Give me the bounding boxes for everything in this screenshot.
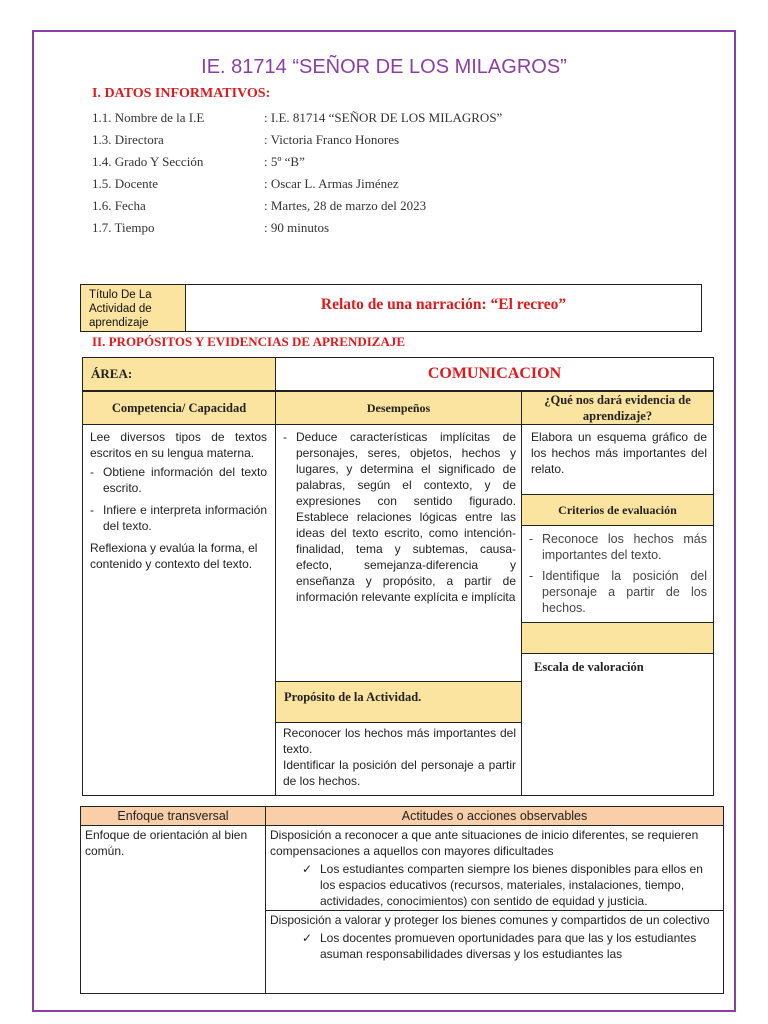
evidencia-cell <box>521 424 714 495</box>
enfoque-table <box>80 806 724 994</box>
datos-label: 1.5. Docente <box>92 176 159 191</box>
datos-value: : 5º “B” <box>264 154 305 169</box>
criterios-label: Criterios de evaluación <box>558 503 677 517</box>
activity-title-value-cell <box>185 284 702 332</box>
criterio-item: - Reconoce los hechos más importantes del texto. <box>529 531 707 563</box>
escala-label: Escala de valoración <box>534 660 644 674</box>
criterios-list <box>529 531 707 616</box>
datos-label: 1.3. Directora <box>92 132 164 147</box>
datos-label: 1.1. Nombre de la I.E <box>92 110 205 125</box>
action-item: ✓ Los docentes promueven oportunidades para que las y los estudiantes asuman responsabilidades diversas y los estudiantes las <box>270 930 719 962</box>
capacidades-list <box>90 464 267 534</box>
activity-title-label-line: Título De La <box>89 289 152 301</box>
enfoque-disposicion-cell <box>266 911 724 994</box>
activity-title-label-cell <box>80 284 186 332</box>
enfoque-disposicion-cell <box>266 826 724 911</box>
col-header-evidencia-label: ¿Qué nos dará evidencia de aprendizaje? <box>544 393 691 423</box>
datos-label: 1.6. Fecha <box>92 198 146 213</box>
competencia-cell <box>82 424 276 796</box>
escala-cell <box>521 653 714 796</box>
datos-value: : Victoria Franco Honores <box>264 132 400 147</box>
desempeno-list <box>283 429 516 605</box>
capacidad-item: - Obtiene información del texto escrito. <box>90 464 267 496</box>
section-datos-heading: I. DATOS INFORMATIVOS: <box>92 86 271 101</box>
col-header-competencia <box>82 391 276 425</box>
section-propositos-heading: II. PROPÓSITOS Y EVIDENCIAS DE APRENDIZAJE <box>92 334 406 349</box>
page-title: IE. 81714 “SEÑOR DE LOS MILAGROS” <box>201 56 567 78</box>
evidencia-text: Elabora un esquema gráfico de los hechos más importantes del relato. <box>531 430 707 476</box>
area-label: ÁREA: <box>91 366 133 381</box>
enfoque-col-header: Enfoque transversal <box>81 807 266 826</box>
disposicion-text: Disposición a reconocer a que ante situaciones de inicio diferentes, se requieren compensaciones a aquellos con mayores dificultades <box>270 828 699 858</box>
datos-value: : Martes, 28 de marzo del 2023 <box>264 198 427 213</box>
col-header-desempenos-label: Desempeños <box>366 401 431 415</box>
activity-title-label-line: Actividad de <box>89 303 152 315</box>
col-header-evidencia <box>521 391 714 425</box>
datos-label: 1.4. Grado Y Sección <box>92 154 204 169</box>
criterios-content-cell <box>521 525 714 623</box>
proposito-line: Identificar la posición del personaje a partir de los hechos. <box>283 758 516 788</box>
datos-label: 1.7. Tiempo <box>92 220 155 235</box>
action-item: ✓ Los estudiantes comparten siempre los bienes disponibles para ellos en los espacios educativos (recursos, materiales, instalaciones, tiempo, actividades, conocimientos) con sentido de equidad y justicia. <box>270 861 719 909</box>
activity-title-value: Relato de una narración: “El recreo” <box>320 296 567 313</box>
escala-header-blank-cell <box>521 622 714 654</box>
enfoque-header-row <box>81 807 724 826</box>
enfoque-name: Enfoque de orientación al bien común. <box>81 826 266 994</box>
enfoque-row <box>81 826 724 911</box>
datos-list <box>92 110 692 250</box>
competencia-main: Lee diversos tipos de textos escritos en su lengua materna. <box>90 430 267 460</box>
area-label-cell <box>82 357 276 391</box>
activity-title-label-line: aprendizaje <box>89 317 149 329</box>
desempeno-item: - Deduce características implícitas de personajes, seres, objetos, hechos y lugares, y determina el significado de palabras, según el contexto, y de expresiones con sentido figurado. Establece relaciones lógicas entre las ideas del texto escrito, como intención-finalidad, tema y subtemas, causa-efecto, semejanza-diferencia y enseñanza y propósito, a partir de información relevante explícita e implícita <box>283 429 516 605</box>
datos-value: : Oscar L. Armas Jiménez <box>264 176 399 191</box>
area-value-cell <box>275 357 714 391</box>
proposito-label: Propósito de la Actividad. <box>284 690 422 704</box>
datos-value: : 90 minutos <box>264 220 330 235</box>
disposicion-text: Disposición a valorar y proteger los bienes comunes y compartidos de un colectivo <box>270 913 710 927</box>
proposito-content-cell <box>275 722 522 796</box>
competencia-extra: Reflexiona y evalúa la forma, el contenido y contexto del texto. <box>90 541 258 571</box>
datos-value: : I.E. 81714 “SEÑOR DE LOS MILAGROS” <box>264 110 503 125</box>
area-value: COMUNICACION <box>427 365 562 382</box>
col-header-competencia-label: Competencia/ Capacidad <box>111 401 247 415</box>
col-header-desempenos <box>275 391 522 425</box>
proposito-line: Reconocer los hechos más importantes del texto. <box>283 726 516 756</box>
proposito-header-cell <box>275 681 522 723</box>
capacidad-item: - Infiere e interpreta información del texto. <box>90 502 267 534</box>
desempeno-cell <box>275 424 522 682</box>
criterios-header-cell <box>521 494 714 526</box>
criterio-item: - Identifique la posición del personaje a partir de los hechos. <box>529 568 707 616</box>
actitudes-col-header: Actitudes o acciones observables <box>266 807 724 826</box>
